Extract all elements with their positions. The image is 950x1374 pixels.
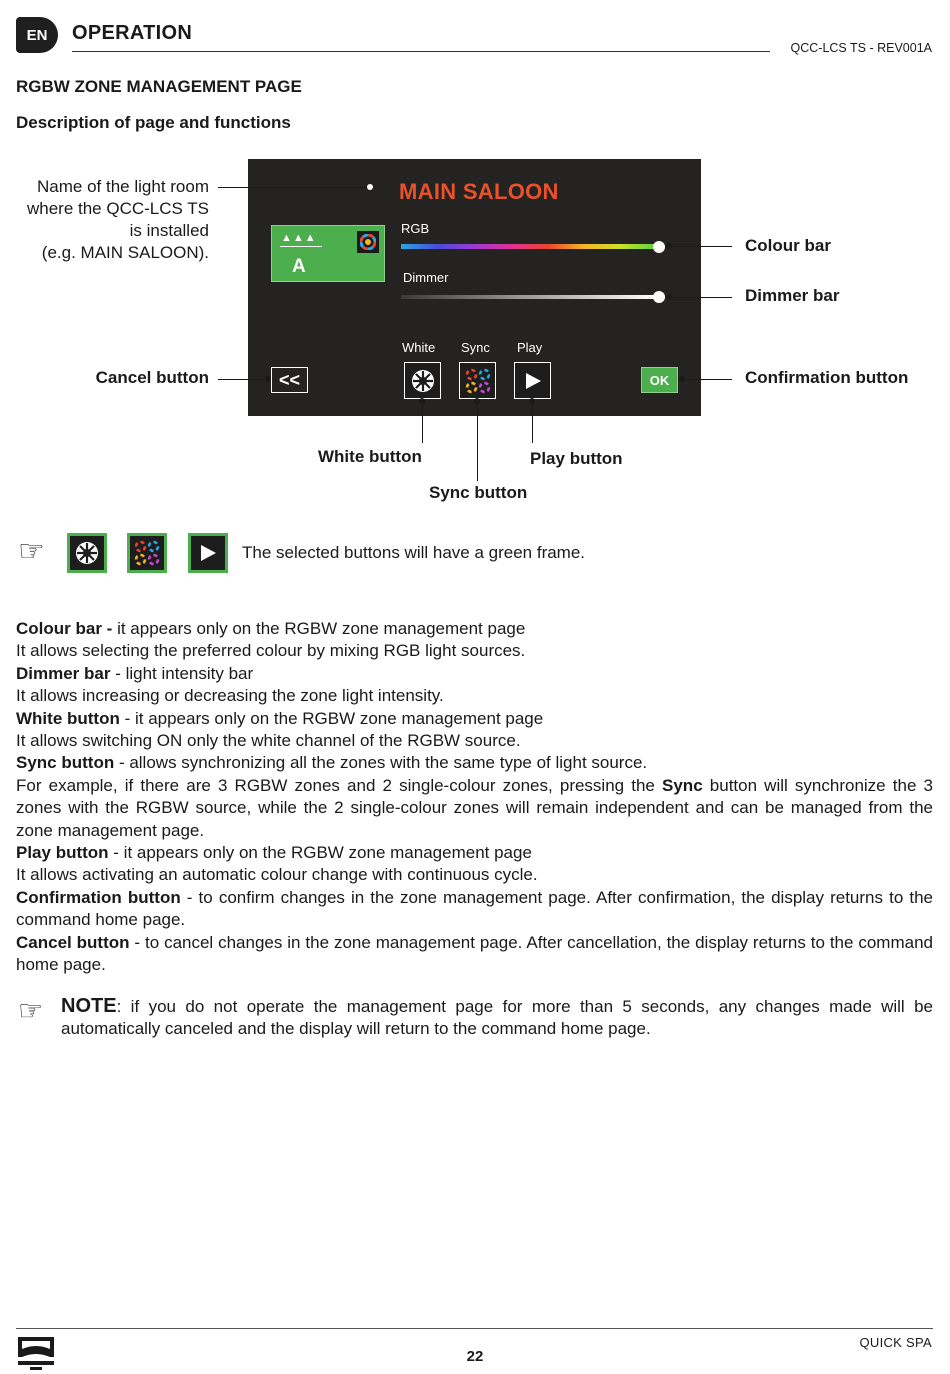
zone-letter: A (292, 256, 306, 277)
sync-button-description: Sync button - allows synchronizing all the zones with the same type of light source. (16, 753, 648, 773)
page-number: 22 (466, 1348, 484, 1365)
cancel-leader-dot (265, 376, 271, 382)
selected-buttons-note: The selected buttons will have a green frame. (242, 543, 586, 562)
room-name-callout-line1: Name of the light room (37, 177, 209, 196)
white-light-icon (74, 540, 100, 566)
confirmation-leader-dot (679, 376, 685, 382)
white-button-callout: White button (318, 447, 422, 466)
sync-icon (464, 367, 492, 395)
dimmer-bar-detail: It allows increasing or decreasing the zone light intensity. (16, 686, 444, 706)
room-name-leader (218, 187, 370, 188)
colour-bar-leader-dot (666, 243, 672, 249)
sync-icon (133, 539, 161, 567)
dimmer-bar-description: Dimmer bar - light intensity bar (16, 663, 254, 683)
confirmation-button-description: Confirmation button - to confirm changes in the zone management page. After confirmation, the display returns to the command home page. (16, 887, 933, 930)
sync-button-callout: Sync button (429, 483, 528, 502)
function-descriptions (16, 618, 933, 977)
cancel-button-description: Cancel button - to cancel changes in the zone management page. After cancellation, the display returns to the command home page. (16, 932, 933, 975)
footer-divider (16, 1328, 933, 1329)
lamps-underline (280, 246, 322, 247)
room-name: MAIN SALOON (399, 179, 559, 204)
confirmation-leader (682, 379, 732, 380)
selected-play-button-example (188, 533, 228, 573)
dimmer-bar-knob[interactable] (653, 291, 665, 303)
sync-button[interactable] (459, 362, 496, 399)
room-name-callout-line4: (e.g. MAIN SALOON). (41, 243, 209, 262)
dimmer-bar-callout: Dimmer bar (745, 286, 840, 305)
footer-brand: QUICK SPA (859, 1335, 932, 1350)
colour-bar-knob[interactable] (653, 241, 665, 253)
dimmer-bar-leader-dot (666, 294, 672, 300)
sync-label: Sync (461, 340, 490, 355)
zone-card (271, 225, 385, 282)
play-button[interactable] (514, 362, 551, 399)
section-subtitle: Description of page and functions (16, 113, 291, 132)
play-button-callout: Play button (530, 449, 623, 468)
play-button-detail: It allows activating an automatic colour change with continuous cycle. (16, 865, 538, 885)
white-light-icon (410, 368, 436, 394)
white-leader (422, 401, 423, 443)
colour-bar-leader (668, 246, 732, 247)
note-text: NOTE: if you do not operate the management page for more than 5 seconds, any changes made will be automatically canceled and the display will return to the command home page. (61, 995, 933, 1039)
white-button[interactable] (404, 362, 441, 399)
section-title: RGBW ZONE MANAGEMENT PAGE (16, 77, 302, 96)
room-name-callout-line2: where the QCC-LCS TS (26, 199, 209, 218)
document-code: QCC-LCS TS - REV001A (790, 41, 932, 55)
selected-white-button-example (67, 533, 107, 573)
white-label: White (402, 340, 436, 355)
colour-bar-description: Colour bar - it appears only on the RGBW zone management page (16, 619, 526, 638)
white-button-detail: It allows switching ON only the white channel of the RGBW source. (16, 731, 521, 751)
room-name-callout-line3: is installed (129, 221, 209, 240)
colour-bar-callout: Colour bar (745, 236, 831, 255)
sync-button-example: For example, if there are 3 RGBW zones and 2 single-colour zones, pressing the Sync button will synchronize the 3 zones with the RGBW source, while the 2 single-colour zones will remain independent and can be managed from the zone management page. (16, 775, 933, 840)
white-button-description: White button - it appears only on the RGBW zone management page (16, 708, 544, 728)
cancel-button[interactable]: << (271, 367, 308, 393)
pointing-hand-icon: ☞ (18, 995, 44, 1026)
dimmer-bar-leader (668, 297, 732, 298)
pointing-hand-icon: ☞ (18, 535, 45, 568)
header-divider (72, 51, 770, 52)
play-button-description: Play button - it appears only on the RGBW zone management page (16, 843, 532, 863)
play-icon (522, 370, 544, 392)
chapter-title: OPERATION (72, 22, 193, 44)
play-icon (197, 542, 219, 564)
language-badge: EN (16, 17, 58, 53)
confirmation-button-callout: Confirmation button (745, 368, 909, 387)
dimmer-label: Dimmer (403, 270, 449, 285)
cancel-leader (218, 379, 268, 380)
display-screen-illustration (248, 159, 701, 416)
play-leader (532, 401, 533, 443)
selected-sync-button-example (127, 533, 167, 573)
cancel-button-callout: Cancel button (95, 368, 209, 387)
lamps-icon: ▲▲▲ (281, 232, 317, 244)
dimmer-bar[interactable] (401, 295, 657, 299)
rgb-wheel-icon (357, 231, 379, 253)
rgb-label: RGB (401, 221, 430, 236)
ok-button[interactable]: OK (641, 367, 678, 393)
sync-leader (477, 401, 478, 481)
colour-bar-detail: It allows selecting the preferred colour by mixing RGB light sources. (16, 641, 526, 661)
play-label: Play (517, 340, 543, 355)
colour-bar[interactable] (401, 244, 657, 249)
room-name-leader-dot (367, 184, 373, 190)
